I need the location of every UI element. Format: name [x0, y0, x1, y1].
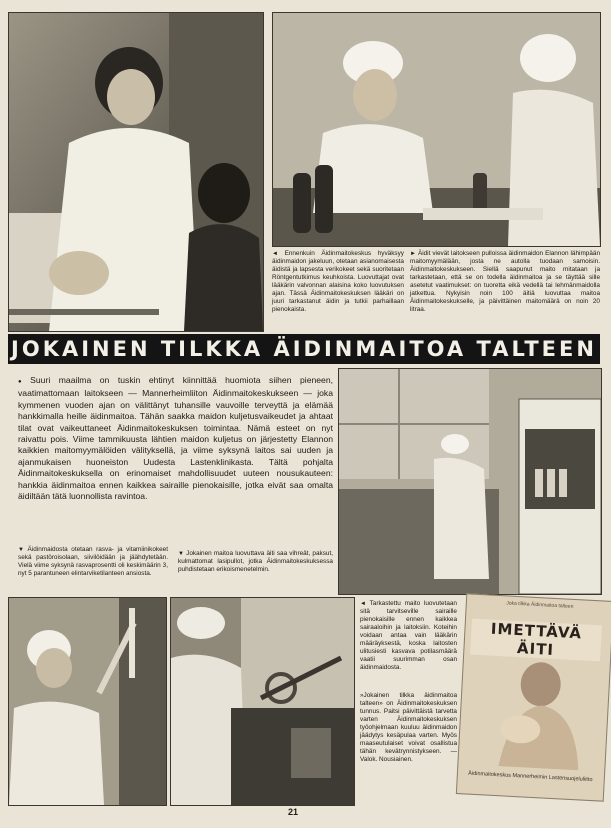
bullet-icon: ● [18, 379, 22, 385]
caption-top-right: ► Äidit vievät laitokseen pulloissa äidinmaidon Elannon lähimpään maitomyymälään, josta ne autolla tuodaan samoisin. Äidinmaitokeskukseen. Siellä saapunut maito mitataan ja tarkastetaan, että se on todella äidinmaitoa ja se täyttää sille asetetut vaatimukset: on tuoretta eikä vedellä tai lehmänmaidolla jatkettua. Nykyisin noin 100 äitiä luovuttaa maitoa Äidinmaitokeskukselle, ja päivittäinen maitomäärä on noin 20 litraa. [410, 250, 600, 313]
poster-title: IMETTÄVÄ ÄITI [470, 619, 602, 662]
poster-imettava-aiti [456, 593, 611, 801]
photo-lab-freezer [338, 368, 602, 595]
poster-subtitle: Äidinmaitokeskus Mannerheimin Lastensuojeluliitto [468, 770, 593, 784]
photo-nurse-testtube [8, 597, 167, 806]
headline: JOKAINEN TILKKA ÄIDINMAITOA TALTEEN [11, 337, 597, 361]
caption-top-center: ◄ Ennenkuin Äidinmaitokeskus hyväksyy äidinmaidon jakeluun, otetaan asianomaisesta äidistä ja lapsesta verikokeet sekä suoritetaan Röntgentutkimus keuhkoista. Luovuttajat ovat lääkärin valvonnan alaisina koko luovutuksen ajan. Tässä Äidinmaitokeskuksen lääkäri on juuri tarkastanut äidin ja tutkii parhaillaan pienokaista. [272, 250, 404, 313]
caption-middle-center: ▼ Jokainen maitoa luovuttava äiti saa vihreät, paksut, kulmattomat lasipullot, jotka Äidinmaitokeskuksessa puhdistetaan erikoismenetelmin. [178, 550, 333, 573]
poster-border-text: Joka tilkka Äidinmaitoa talteen [506, 600, 574, 610]
article-paragraph: Suuri maailma on tuskin ehtinyt kiinnittää huomiota siihen pieneen, vaatimattomaan laitokseen — Mannerheimliiton Äidinmaitokeskukseen — joka kymmenen vuoden ajan on välittänyt tuhansille vauvoille terveyttä ja elämää hankkimalla heille äidinmaitoa. Tähän saakka maidon kuljetusvaikeudet ja ahtaat tilat ovat vaikeuttaneet Äidinmaitokeskuksen toimintaa. Nämä esteet on nyt raivattu pois. Viime tammikuusta lähtien maidon kuljetus on järjestetty Elannon kaikkien maitomyymälöiden välityksellä, ja viime syksynä laitos sai uuden ja ajanmukaisen huoneiston Uudesta Lastenklinikasta. Tältä pohjalta Äidinmaitokeskuksella on erinomaiset mahdollisuudet uuteen nousukauteen: hankkia äidinmaitoa ennen kaikkea sairaille pienokaisille, jotka eivät saa omalta äidiltään tätä luonnollista ravintoa. [18, 375, 334, 502]
arrow-left-icon: ◄ [360, 601, 366, 607]
arrow-left-icon: ◄ [272, 251, 278, 257]
poster-illustration [478, 647, 590, 770]
photo-nurse-bottles [272, 12, 601, 247]
arrow-right-icon: ► [410, 251, 416, 257]
arrow-down-icon: ▼ [18, 547, 24, 553]
caption-middle-left: ▼ Äidinmaidosta otetaan rasva- ja vitamiinikokeet sekä pastöroisolaan, siivilöidään ja jäähdytetään. Vielä viime syksynä rasvaprosentti oli keskimäärin 3, nyt 5 parantuneen elintarviketilanteen ansiosta. [18, 546, 168, 577]
caption-bottom-right-1: ◄ Tarkastettu maito luovutetaan sitä tarvitseville sairaille pienokaisille ennen kaikkea sairaaloihin ja laitoksiin. Koteihin voidaan antaa vain lääkärin määräyksestä, koska laitosten ulitusiesti kasvava potilasmäärä vaatii suurimman osan äidinmaidosta. [360, 600, 457, 671]
page-number: 21 [288, 807, 299, 817]
article-body [18, 375, 333, 502]
arrow-down-icon: ▼ [178, 551, 184, 557]
photo-washing-bottles [170, 597, 355, 806]
caption-bottom-right-2: »Jokainen tilkka äidinmaitoa talteen» on Äidinmaitokeskuksen tunnus. Paitsi päivittäistä tarvetta varten Äidinmaitokeskuksen työohjelmaan kuuluu äidinmaidon jäädytys kesäpulaa varten. Myös maaseutulaiset voivat osallistua tähän kevätrynnistykseen. — Valok. Nousiainen. [360, 692, 457, 763]
photo-doctor-baby [8, 12, 264, 332]
headline-banner [8, 334, 600, 364]
